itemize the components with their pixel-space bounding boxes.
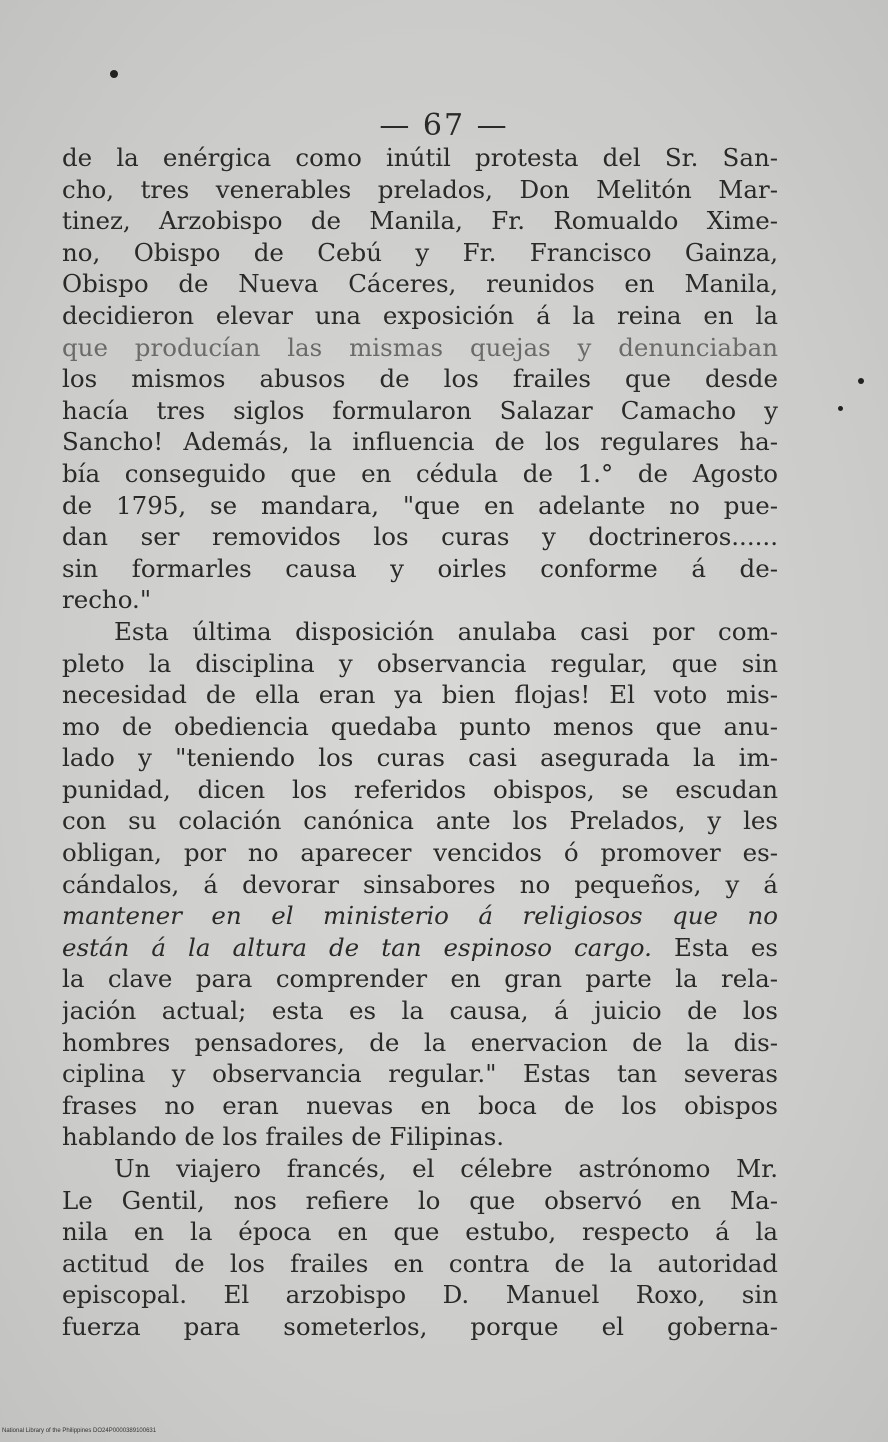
- text-line: necesidad de ella eran ya bien flojas! El voto mis-: [62, 680, 778, 710]
- text-line: frases no eran nuevas en boca de los obispos: [62, 1090, 778, 1120]
- text-line: Esta última disposición anulaba casi por com-: [114, 616, 778, 646]
- italic-span: están á la altura de tan espinoso cargo.: [62, 932, 652, 962]
- text-line: fuerza para someterlos, porque el goberna-: [62, 1311, 778, 1341]
- text-line: hablando de los frailes de Filipinas.: [62, 1122, 505, 1152]
- page-number: — 67 —: [379, 108, 509, 143]
- text-line: nila en la época en que estubo, respecto á la: [62, 1217, 778, 1247]
- text-line: mantener en el ministerio á religiosos que no: [62, 901, 778, 931]
- ink-speck: [858, 378, 864, 384]
- text-line: recho.": [62, 585, 152, 615]
- text-line: con su colación canónica ante los Prelados, y les: [62, 806, 778, 836]
- text-line: la clave para comprender en gran parte la rela-: [62, 964, 778, 994]
- text-line: [62, 932, 778, 964]
- text-line: hacía tres siglos formularon Salazar Camacho y: [62, 395, 778, 425]
- text-line: cho, tres venerables prelados, Don Melitón Mar-: [62, 174, 778, 204]
- text-line: Un viajero francés, el célebre astrónomo Mr.: [114, 1154, 778, 1183]
- text-line: hombres pensadores, de la enervacion de la dis-: [62, 1027, 778, 1057]
- text-line: ciplina y observancia regular." Estas tan severas: [62, 1059, 778, 1089]
- text-line: jación actual; esta es la causa, á juicio de los: [62, 996, 778, 1026]
- text-line: los mismos abusos de los frailes que desde: [62, 364, 778, 394]
- text-line: punidad, dicen los referidos obispos, se escudan: [62, 774, 778, 804]
- text-line: lado y "teniendo los curas casi asegurada la im-: [62, 743, 778, 773]
- text-line: Le Gentil, nos refiere lo que observó en Ma-: [62, 1185, 778, 1215]
- text-line: Obispo de Nueva Cáceres, reunidos en Manila,: [62, 269, 778, 299]
- text-line: tinez, Arzobispo de Manila, Fr. Romualdo Xime-: [62, 206, 778, 236]
- roman-span: Esta es: [651, 932, 778, 962]
- ink-speck: [110, 70, 118, 78]
- ink-speck: [838, 406, 843, 411]
- text-line: actitud de los frailes en contra de la autoridad: [62, 1248, 778, 1278]
- text-line: obligan, por no aparecer vencidos ó promover es-: [62, 838, 778, 868]
- text-line: bía conseguido que en cédula de 1.° de Agosto: [62, 458, 778, 488]
- footer-credit: National Library of the Philippines DO24P0000389100631: [2, 1428, 157, 1434]
- text-line: que producían las mismas quejas y denunciaban: [62, 332, 778, 362]
- body-text: [62, 142, 778, 1343]
- text-line: de 1795, se mandara, "que en adelante no pue-: [62, 490, 778, 520]
- text-line: dan ser removidos los curas y doctrineros......: [62, 522, 778, 552]
- text-line: pleto la disciplina y observancia regular, que sin: [62, 648, 778, 678]
- text-line: mo de obediencia quedaba punto menos que anu-: [62, 711, 778, 741]
- text-line: sin formarles causa y oirles conforme á de-: [62, 553, 778, 583]
- text-line: decidieron elevar una exposición á la reina en la: [62, 300, 778, 330]
- text-line: Sancho! Además, la influencia de los regulares ha-: [62, 427, 778, 457]
- text-line: episcopal. El arzobispo D. Manuel Roxo, sin: [62, 1280, 778, 1310]
- text-line: no, Obispo de Cebú y Fr. Francisco Gainza,: [62, 237, 778, 267]
- text-line: de la enérgica como inútil protesta del Sr. San-: [62, 143, 778, 172]
- text-line: cándalos, á devorar sinsabores no pequeños, y á: [62, 869, 778, 899]
